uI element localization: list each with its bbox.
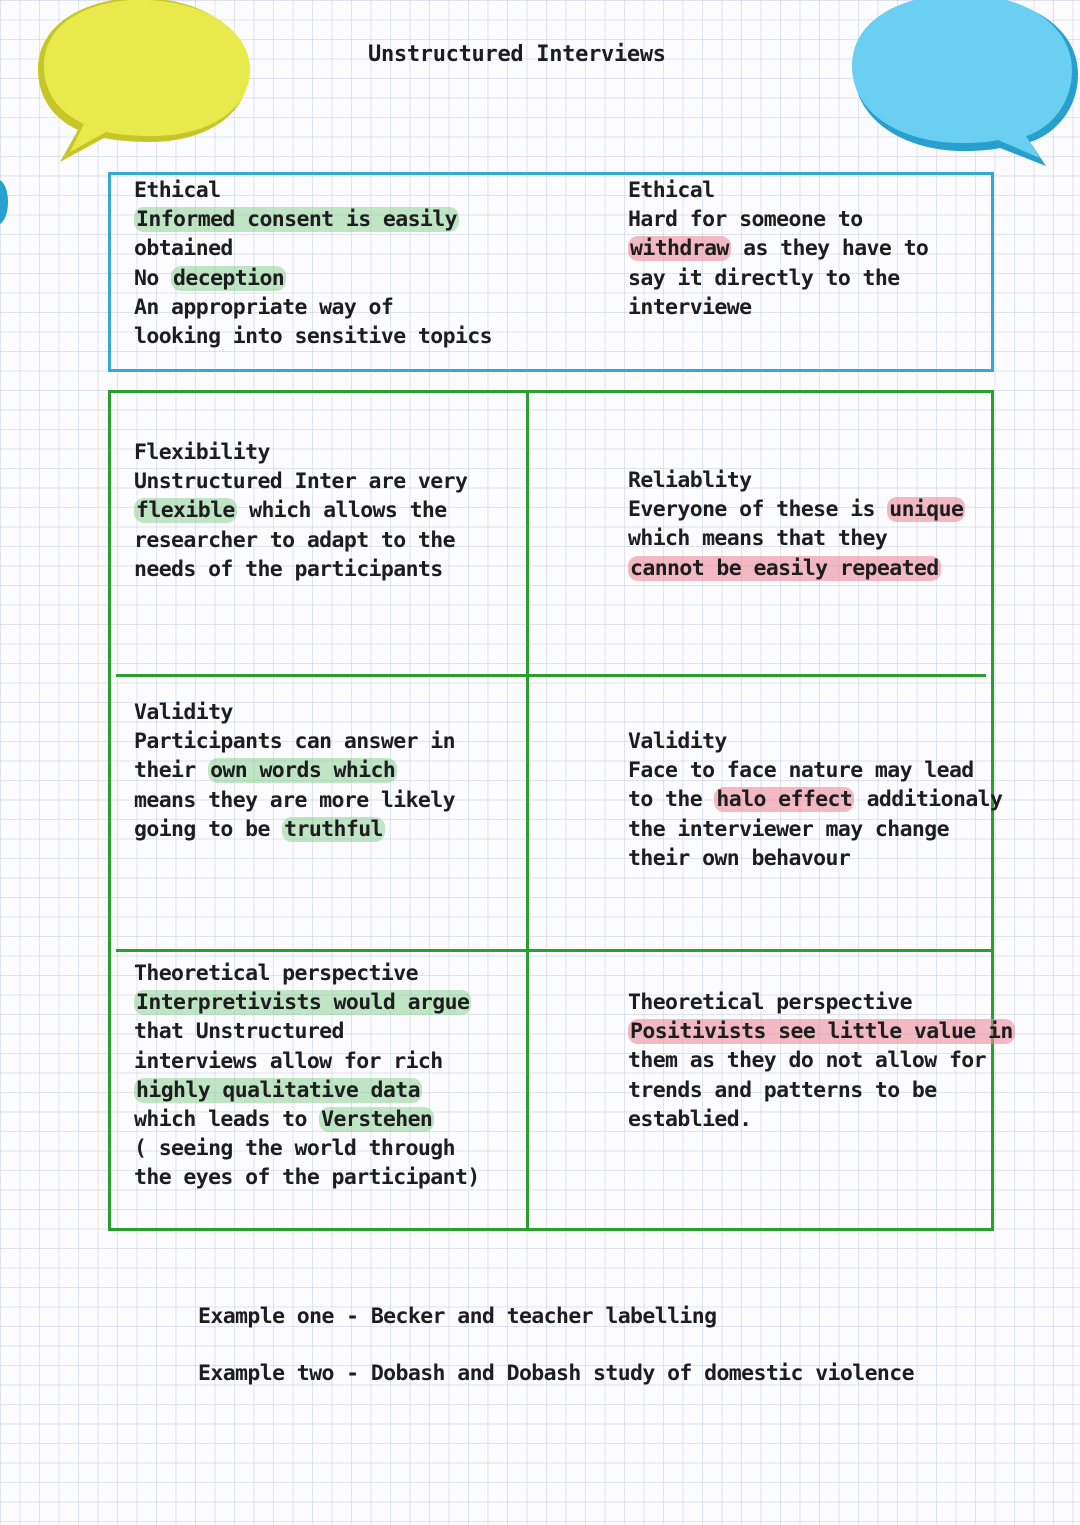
highlight-text: Informed consent is easily <box>136 207 457 233</box>
cell-heading: Ethical <box>134 178 221 203</box>
highlight-text: unique <box>889 497 964 523</box>
grid-divider-row1 <box>116 674 986 677</box>
cell-heading: Reliablity <box>628 468 752 493</box>
grid-divider-vertical <box>526 390 529 1231</box>
cell-heading: Ethical <box>628 178 715 203</box>
ethical-advantages: Ethical Informed consent is easily obtained No deception An appropriate way of looking into sensitive topics <box>134 176 492 351</box>
cell-heading: Theoretical perspective <box>134 961 418 986</box>
cell-line: ( seeing the world through <box>134 1136 455 1162</box>
cell-heading: Validity <box>628 729 727 754</box>
highlight-text: Positivists see little value in <box>630 1019 1013 1045</box>
highlight-text: flexible <box>136 498 235 524</box>
cell-line: Face to face nature may lead <box>628 758 974 784</box>
validity-disadvantages: Validity Face to face nature may lead to the halo effect additionaly the interviewer may change their own behavour <box>628 727 1002 873</box>
cell-line: Participants can answer in <box>134 729 455 755</box>
cell-heading: Flexibility <box>134 440 270 465</box>
cell-line: establied. <box>628 1106 752 1132</box>
cell-line: Unstructured Inter are very <box>134 469 468 495</box>
highlight-text: withdraw <box>630 236 729 262</box>
highlight-text: halo effect <box>716 787 853 813</box>
speech-bubble-yellow-icon <box>18 0 268 172</box>
cell-line: Hard for someone to <box>628 207 863 233</box>
cell-line: say it directly to the <box>628 265 900 291</box>
validity-advantages: Validity Participants can answer in their own words which means they are more likely going to be truthful <box>134 700 455 842</box>
highlight-text: Interpretivists would argue <box>136 990 470 1016</box>
cell-line: means they are more likely <box>134 787 455 813</box>
cell-line: that Unstructured <box>134 1019 344 1045</box>
cell-heading: Validity <box>134 700 233 725</box>
highlight-text: deception <box>173 265 285 291</box>
cell-line: which means that they <box>628 526 888 552</box>
theory-advantages: Theoretical perspective Interpretivists would argue that Unstructured interviews allow for rich highly qualitative data which leads to Verstehen ( seeing the world through the eyes of the participant) <box>134 959 480 1193</box>
theory-disadvantages <box>628 988 1015 1134</box>
cell-line: trends and patterns to be <box>628 1077 937 1103</box>
cell-line: the interviewer may change <box>628 816 949 842</box>
cell-line: obtained <box>134 236 233 262</box>
flexibility-cell: Flexibility Unstructured Inter are very flexible which allows the researcher to adapt to the needs of the participants <box>134 438 467 584</box>
page-title: Unstructured Interviews <box>368 42 666 67</box>
example-one: Example one - Becker and teacher labelling <box>198 1304 717 1329</box>
bubble-edge-fragment-icon <box>0 180 10 224</box>
highlight-text: own words which <box>210 758 396 784</box>
cell-line: An appropriate way of <box>134 294 394 320</box>
ethical-disadvantages: Ethical Hard for someone to withdraw as they have to say it directly to the interviewe <box>628 176 928 322</box>
cell-line: their own behavour <box>628 845 851 871</box>
example-two: Example two - Dobash and Dobash study of domestic violence <box>198 1361 914 1386</box>
highlight-text: truthful <box>284 816 383 842</box>
cell-line: interviewe <box>628 294 752 320</box>
cell-line: interviews allow for rich <box>134 1048 443 1074</box>
cell-line: looking into sensitive topics <box>134 324 492 350</box>
speech-bubble-blue-icon <box>840 0 1080 178</box>
cell-line: them as they do not allow for <box>628 1048 986 1074</box>
cell-line: researcher to adapt to the <box>134 527 455 553</box>
cell-heading: Theoretical perspective <box>628 990 912 1015</box>
highlight-text: highly qualitative data <box>136 1077 420 1103</box>
reliability-cell: Reliablity Everyone of these is unique which means that they cannot be easily repeated <box>628 468 964 581</box>
cell-line: the eyes of the participant) <box>134 1165 480 1191</box>
highlight-text: cannot be easily repeated <box>630 555 939 581</box>
cell-line: needs of the participants <box>134 556 443 582</box>
highlight-text: Verstehen <box>321 1107 433 1133</box>
grid-divider-row2 <box>116 949 992 952</box>
